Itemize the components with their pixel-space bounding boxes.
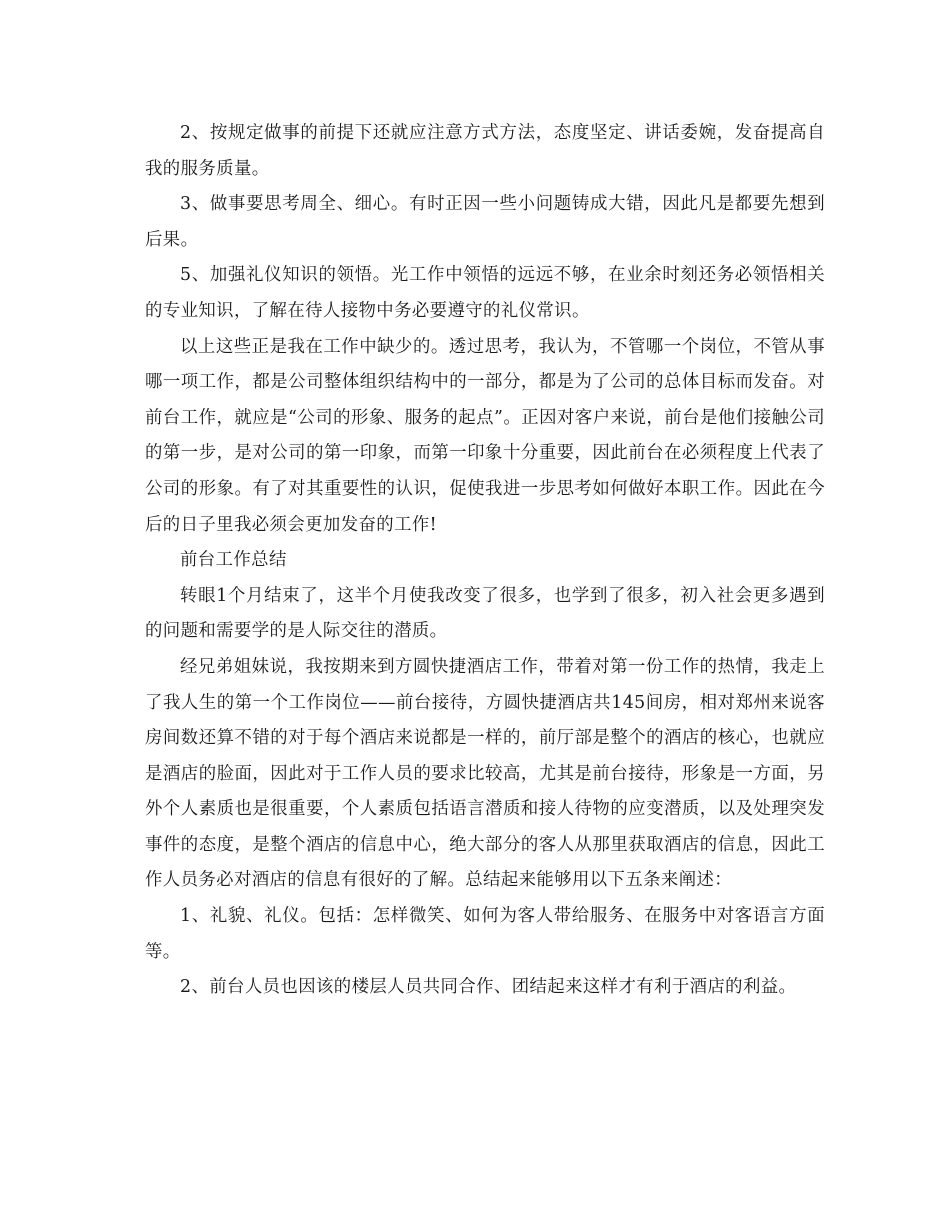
section-heading: 前台工作总结 [180,550,287,571]
paragraph-point-2: 2、前台人员也因该的楼层人员共同合作、团结起来这样才有利于酒店的利益。 [180,977,797,998]
paragraph-reflection: 以上这些正是我在工作中缺少的。透过思考，我认为，不管哪一个岗位，不管从事哪一项工作，都是公司整体组织结构中的一部分，都是为了公司的总体目标而发奋。对前台工作，就应是“公司的形象、服务的起点”。正因对客户来说，前台是他们接触公司的第一步，是对公司的第一印象，而第一印象十分重要，因此前台在必须程度上代表了公司的形象。有了对其重要性的认识，促使我进一步思考如何做好本职工作。因此在今后的日子里我必须会更加发奋的工作! [145,336,825,535]
paragraph-item-5: 5、加强礼仪知识的领悟。光工作中领悟的远远不够，在业余时刻还务必领悟相关的专业知识，了解在待人接物中务必要遵守的礼仪常识。 [145,265,825,321]
document-body [145,116,825,1006]
paragraph-item-2: 2、按规定做事的前提下还就应注意方式方法，态度坚定、讲话委婉，发奋提高自我的服务质量。 [145,123,825,179]
paragraph-point-1: 1、礼貌、礼仪。包括：怎样微笑、如何为客人带给服务、在服务中对客语言方面等。 [145,906,825,962]
paragraph-intro: 转眼1个月结束了，这半个月使我改变了很多，也学到了很多，初入社会更多遇到的问题和需要学的是人际交往的潜质。 [145,585,825,642]
paragraph-item-3: 3、做事要思考周全、细心。有时正因一些小问题铸成大错，因此凡是都要先想到后果。 [145,194,825,250]
paragraph-hotel-description: 经兄弟姐妹说，我按期来到方圆快捷酒店工作，带着对第一份工作的热情，我走上了我人生的第一个工作岗位——前台接待，方圆快捷酒店共145间房，相对郑州来说客房间数还算不错的对于每个酒店来说都是一样的，前厅部是整个的酒店的核心，也就应是酒店的脸面，因此对于工作人员的要求比较高，尤其是前台接待，形象是一方面，另外个人素质也是很重要，个人素质包括语言潜质和接人待物的应变潜质，以及处理突发事件的态度，是整个酒店的信息中心，绝大部分的客人从那里获取酒店的信息，因此工作人员务必对酒店的信息有很好的了解。总结起来能够用以下五条来阐述： [145,656,825,891]
